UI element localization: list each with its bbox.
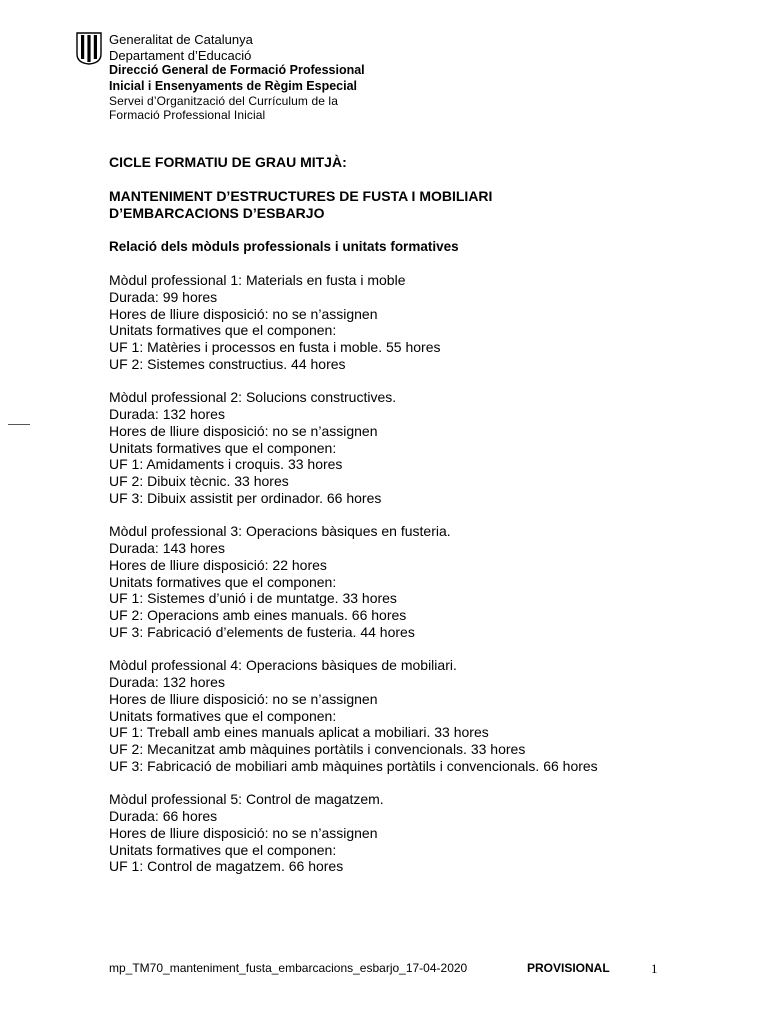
department-name: Departament d’Educació bbox=[109, 47, 252, 63]
cycle-name-line2: D’EMBARCACIONS D’ESBARJO bbox=[109, 205, 325, 221]
module-units-label: Unitats formatives que el componen: bbox=[109, 707, 337, 724]
module-units-label: Unitats formatives que el componen: bbox=[109, 573, 337, 590]
cycle-name bbox=[109, 188, 492, 222]
unit-item: UF 1: Sistemes d’unió i de muntatge. 33 hores bbox=[109, 590, 397, 607]
module-3 bbox=[109, 523, 598, 640]
module-units-label: Unitats formatives que el componen: bbox=[109, 439, 337, 456]
unit-item: UF 3: Fabricació de mobiliari amb màquines portàtils i convencionals. 66 hores bbox=[109, 757, 598, 774]
directorate-line2: Inicial i Ensenyaments de Règim Especial bbox=[109, 78, 358, 93]
module-duration: Durada: 143 hores bbox=[109, 540, 225, 556]
generalitat-logo-icon bbox=[74, 32, 104, 65]
module-4 bbox=[109, 657, 598, 774]
module-1 bbox=[109, 272, 598, 373]
service-line1: Servei d’Organització del Currículum de la bbox=[109, 94, 338, 108]
footer-status: PROVISIONAL bbox=[527, 961, 610, 975]
module-free-hours: Hores de lliure disposició: no se n’assignen bbox=[109, 824, 378, 841]
unit-item: UF 2: Dibuix tècnic. 33 hores bbox=[109, 473, 289, 489]
unit-item: UF 2: Mecanitzat amb màquines portàtils i convencionals. 33 hores bbox=[109, 741, 526, 757]
unit-item: UF 1: Control de magatzem. 66 hores bbox=[109, 858, 344, 875]
cycle-name-line1: MANTENIMENT D’ESTRUCTURES DE FUSTA I MOBILIARI bbox=[109, 188, 493, 204]
module-free-hours: Hores de lliure disposició: 22 hores bbox=[109, 556, 327, 573]
unit-item: UF 2: Sistemes constructius. 44 hores bbox=[109, 355, 346, 372]
module-duration: Durada: 132 hores bbox=[109, 406, 225, 422]
module-heading: Mòdul professional 5: Control de magatzem. bbox=[109, 791, 384, 808]
module-duration: Durada: 66 hores bbox=[109, 808, 218, 824]
module-heading: Mòdul professional 4: Operacions bàsiques de mobiliari. bbox=[109, 657, 457, 674]
section-subtitle: Relació dels mòduls professionals i unitats formatives bbox=[109, 239, 459, 254]
service-line2: Formació Professional Inicial bbox=[109, 108, 266, 122]
module-heading: Mòdul professional 1: Materials en fusta i moble bbox=[109, 272, 406, 288]
module-free-hours: Hores de lliure disposició: no se n’assignen bbox=[109, 690, 378, 707]
module-heading: Mòdul professional 3: Operacions bàsiques en fusteria. bbox=[109, 523, 451, 540]
unit-item: UF 1: Treball amb eines manuals aplicat a mobiliari. 33 hores bbox=[109, 724, 489, 741]
module-duration: Durada: 132 hores bbox=[109, 674, 225, 690]
page-number: 1 bbox=[651, 961, 658, 976]
module-5 bbox=[109, 791, 598, 875]
unit-item: UF 1: Matèries i processos en fusta i moble. 55 hores bbox=[109, 339, 441, 355]
module-free-hours: Hores de lliure disposició: no se n’assignen bbox=[109, 305, 378, 322]
unit-item: UF 3: Fabricació d’elements de fusteria. 44 hores bbox=[109, 623, 415, 640]
org-name: Generalitat de Catalunya bbox=[109, 32, 253, 47]
module-free-hours: Hores de lliure disposició: no se n’assignen bbox=[109, 422, 378, 439]
cycle-title: CICLE FORMATIU DE GRAU MITJÀ: bbox=[109, 154, 347, 170]
unit-item: UF 2: Operacions amb eines manuals. 66 hores bbox=[109, 607, 407, 623]
footer-filename: mp_TM70_manteniment_fusta_embarcacions_esbarjo_17-04-2020 bbox=[109, 961, 468, 975]
modules-list bbox=[109, 272, 598, 892]
letterhead bbox=[109, 32, 365, 122]
module-units-label: Unitats formatives que el componen: bbox=[109, 841, 337, 858]
module-duration: Durada: 99 hores bbox=[109, 288, 218, 305]
module-units-label: Unitats formatives que el componen: bbox=[109, 322, 337, 339]
module-2 bbox=[109, 389, 598, 506]
directorate-line1: Direcció General de Formació Professional bbox=[109, 63, 365, 77]
unit-item: UF 1: Amidaments i croquis. 33 hores bbox=[109, 456, 343, 473]
margin-mark bbox=[8, 424, 30, 425]
module-heading: Mòdul professional 2: Solucions constructives. bbox=[109, 389, 397, 406]
unit-item: UF 3: Dibuix assistit per ordinador. 66 hores bbox=[109, 489, 382, 506]
